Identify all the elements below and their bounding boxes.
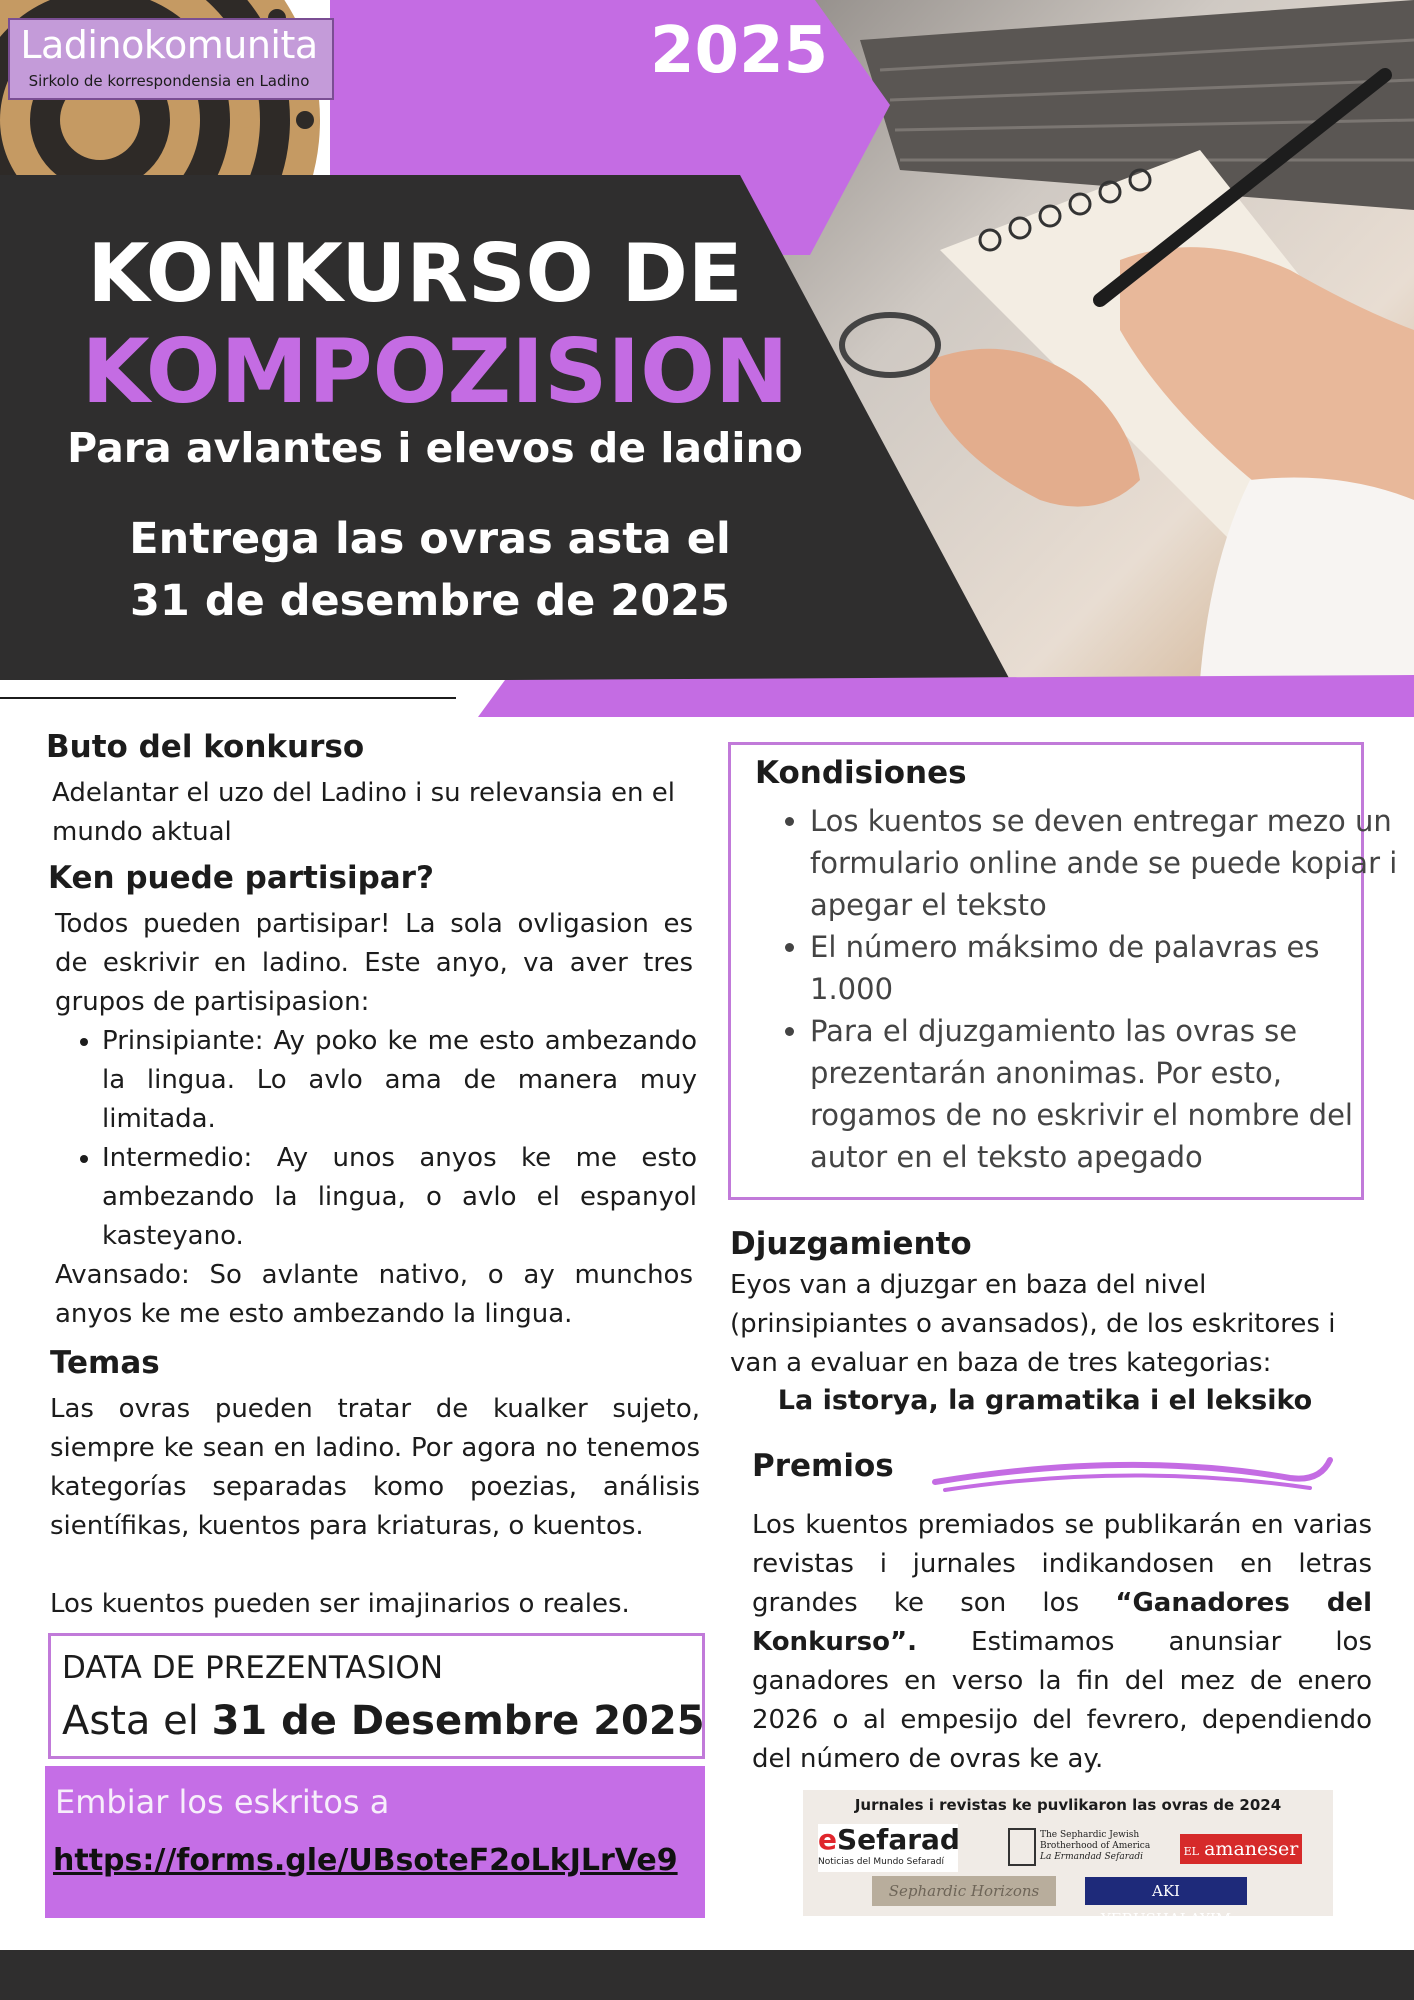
esefarad-logo <box>818 1824 958 1872</box>
embiar-label: Embiar los eskritos a <box>55 1783 390 1821</box>
list-item: • Para el djuzgamiento las ovras se prezentarán anonimas. Por esto, rogamos de no eskrivir el nombre del autor en el teksto apegado <box>810 1010 1400 1178</box>
temas-text-2: Los kuentos pueden ser imajinarios o reales. <box>50 1589 630 1619</box>
premios-text-b: Estimamos anunsiar los ganadores en verso la fin del mez de enero 2026 o al empesijo del fevrero, dependiendo del número de ovras ke ay. <box>752 1627 1372 1774</box>
amaneser-name: amaneser <box>1204 1838 1299 1860</box>
temas-text: Las ovras pueden tratar de kualker sujeto, siempre ke sean en ladino. Por agora no tenemos kategorías separadas komo poezias, análisis sientífikas, kuentos para kriaturas, o kuentos. <box>50 1394 700 1541</box>
premios-heading: Premios <box>752 1448 894 1484</box>
kondisiones-list <box>768 800 1400 1178</box>
purple-stripe <box>478 675 1414 717</box>
brotherhood-line1: The Sephardic Jewish <box>1040 1830 1140 1840</box>
brush-stroke <box>930 1440 1340 1500</box>
brotherhood-emblem <box>1008 1828 1036 1866</box>
list-item: • Intermedio: Ay unos anyos ke me esto ambezando la lingua, o avlo el espanyol kasteyano. <box>102 1139 697 1256</box>
publications-title: Jurnales i revistas ke puvlikaron las ovras de 2024 <box>854 1796 1282 1814</box>
list-item: • El número máksimo de palavras es 1.000 <box>810 926 1400 1010</box>
logo-name: Ladinokomunita <box>20 23 318 67</box>
temas-heading: Temas <box>50 1345 160 1381</box>
buto-text: Adelantar el uzo del Ladino i su relevansia en el mundo aktual <box>52 778 675 847</box>
list-item: • Prinsipiante: Ay poko ke me esto ambezando la lingua. Lo avlo ama de manera muy limitada. <box>102 1022 697 1139</box>
premios-bold: “Ganadores del Konkurso”. <box>752 1588 1372 1657</box>
esefarad-name: Sefarad <box>837 1823 960 1856</box>
horizons-logo: Sephardic Horizons <box>872 1876 1056 1906</box>
djuzgamiento-text: Eyos van a djuzgar en baza del nivel (prinsipiantes o avansados), de los eskritores i van a evaluar en baza de tres kategorias: <box>730 1270 1336 1378</box>
title-line1: KONKURSO DE <box>87 227 743 320</box>
brotherhood-line3: La Ermandad Sefaradi <box>1040 1852 1144 1862</box>
brotherhood-line2: Brotherhood of America <box>1040 1841 1151 1851</box>
subtitle: Para avlantes i elevos de ladino <box>67 424 803 472</box>
premios-text <box>752 1506 1372 1779</box>
title-line2: KOMPOZISION <box>81 320 789 423</box>
amaneser-el: EL <box>1183 1845 1199 1858</box>
divider-line <box>0 697 456 699</box>
avansado-text: Avansado: So avlante nativo, o ay munchos anyos ke me esto ambezando la lingua. <box>55 1260 693 1329</box>
data-date-line <box>62 1698 705 1744</box>
esefarad-subtitle: Noticias del Mundo Sefaradí <box>818 1857 945 1867</box>
deadline-line2: 31 de desembre de 2025 <box>130 576 730 626</box>
amaneser-logo <box>1180 1834 1302 1864</box>
premios-text-a: Los kuentos premiados se publikarán en varias revistas i jurnales indikandosen en letras grandes ke son los <box>752 1510 1372 1618</box>
data-prefix: Asta el <box>62 1698 212 1744</box>
logo-subtitle: Sirkolo de korrespondensia en Ladino <box>28 72 310 90</box>
footer-bar <box>0 1950 1414 2000</box>
kondisiones-heading: Kondisiones <box>755 755 967 791</box>
deadline-line1: Entrega las ovras asta el <box>129 514 731 564</box>
buto-heading: Buto del konkurso <box>46 729 365 765</box>
data-heading: DATA DE PREZENTASION <box>62 1650 444 1686</box>
brotherhood-logo <box>1040 1830 1150 1863</box>
list-item: • Los kuentos se deven entregar mezo un formulario online ande se puede kopiar i apegar el teksto <box>810 800 1400 926</box>
data-date: 31 de Desembre 2025 <box>211 1698 705 1744</box>
year-label: 2025 <box>650 14 829 88</box>
groups-list <box>60 1022 697 1256</box>
aki-yerushalayim-logo: AKI YERUSHALAYIM <box>1085 1877 1247 1905</box>
ken-heading: Ken puede partisipar? <box>48 860 434 896</box>
djuzgamiento-criteria: La istorya, la gramatika i el leksiko <box>777 1385 1313 1416</box>
submission-link[interactable]: https://forms.gle/UBsoteF2oLkJLrVe9 <box>53 1843 678 1878</box>
ken-intro: Todos pueden partisipar! La sola ovligasion es de eskrivir en ladino. Este anyo, va aver tres grupos de partisipasion: <box>55 909 693 1017</box>
djuzgamiento-heading: Djuzgamiento <box>730 1226 972 1262</box>
esefarad-e: e <box>818 1823 837 1856</box>
